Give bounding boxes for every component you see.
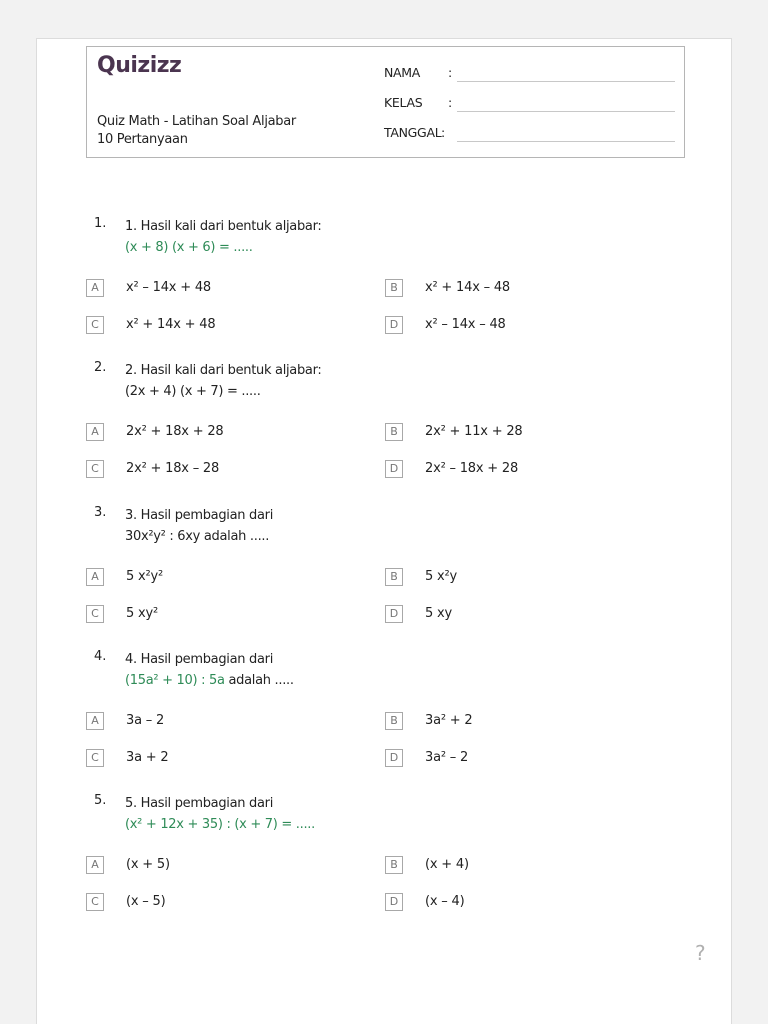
name-colon: : xyxy=(448,65,452,80)
option-letter: D xyxy=(385,749,403,767)
question-line-1: 2. Hasil kali dari bentuk aljabar: xyxy=(125,363,322,378)
option-letter: B xyxy=(385,279,403,297)
option-text: 2x² + 11x + 28 xyxy=(425,424,523,439)
class-field[interactable] xyxy=(384,95,676,115)
name-field[interactable] xyxy=(384,65,676,85)
option-text: x² – 14x – 48 xyxy=(425,317,506,332)
option-text: 3a + 2 xyxy=(126,750,169,765)
option-text: 5 xy² xyxy=(126,606,159,621)
question-text xyxy=(125,360,322,402)
option-letter: C xyxy=(86,460,104,478)
question-number: 5. xyxy=(94,793,107,808)
question-text xyxy=(125,793,315,835)
worksheet-header xyxy=(86,46,685,158)
option-letter: C xyxy=(86,749,104,767)
question-line-1: 1. Hasil kali dari bentuk aljabar: xyxy=(125,219,322,234)
question-line-2: 30x²y² : 6xy adalah ..... xyxy=(125,529,270,544)
option-letter: A xyxy=(86,568,104,586)
question-line-2: (x + 8) (x + 6) = ..... xyxy=(125,240,253,255)
option-letter: D xyxy=(385,893,403,911)
option-text: 5 x²y² xyxy=(126,569,164,584)
question-expression: (15a² + 10) : 5a xyxy=(125,673,225,688)
date-field[interactable] xyxy=(384,125,676,145)
option-letter: D xyxy=(385,316,403,334)
option-text: x² – 14x + 48 xyxy=(126,280,212,295)
option-letter: B xyxy=(385,423,403,441)
question-number: 4. xyxy=(94,649,107,664)
option-letter: A xyxy=(86,423,104,441)
option-text: 3a – 2 xyxy=(126,713,165,728)
help-icon[interactable]: ? xyxy=(695,941,706,965)
question-number: 1. xyxy=(94,216,107,231)
option-letter: B xyxy=(385,568,403,586)
option-text: x² + 14x + 48 xyxy=(126,317,216,332)
date-colon: : xyxy=(441,125,445,140)
question-line-1: 5. Hasil pembagian dari xyxy=(125,796,274,811)
date-line[interactable] xyxy=(457,141,675,142)
class-label: KELAS xyxy=(384,95,423,110)
option-text: 5 xy xyxy=(425,606,452,621)
option-text: 2x² + 18x + 28 xyxy=(126,424,224,439)
question-line-2: (x² + 12x + 35) : (x + 7) = ..... xyxy=(125,817,315,832)
class-colon: : xyxy=(448,95,452,110)
question-line-1: 3. Hasil pembagian dari xyxy=(125,508,274,523)
question-line-2 xyxy=(125,670,294,691)
class-line[interactable] xyxy=(457,111,675,112)
option-text: (x + 4) xyxy=(425,857,469,872)
date-label: TANGGAL xyxy=(384,125,442,140)
question-text xyxy=(125,505,273,547)
worksheet-page xyxy=(36,38,732,1024)
question-number: 2. xyxy=(94,360,107,375)
question-number: 3. xyxy=(94,505,107,520)
option-letter: C xyxy=(86,893,104,911)
option-letter: A xyxy=(86,279,104,297)
option-text: (x + 5) xyxy=(126,857,170,872)
option-letter: C xyxy=(86,605,104,623)
option-letter: D xyxy=(385,460,403,478)
option-text: (x – 4) xyxy=(425,894,465,909)
name-label: NAMA xyxy=(384,65,421,80)
question-suffix: adalah ..... xyxy=(224,673,294,688)
name-line[interactable] xyxy=(457,81,675,82)
option-letter: B xyxy=(385,712,403,730)
option-letter: B xyxy=(385,856,403,874)
option-letter: C xyxy=(86,316,104,334)
option-letter: D xyxy=(385,605,403,623)
option-text: 3a² – 2 xyxy=(425,750,469,765)
option-text: 3a² + 2 xyxy=(425,713,473,728)
option-letter: A xyxy=(86,712,104,730)
option-text: 5 x²y xyxy=(425,569,458,584)
question-text xyxy=(125,649,294,691)
option-text: (x – 5) xyxy=(126,894,166,909)
option-letter: A xyxy=(86,856,104,874)
quiz-title: Quiz Math - Latihan Soal Aljabar xyxy=(97,114,296,129)
option-text: x² + 14x – 48 xyxy=(425,280,511,295)
question-text xyxy=(125,216,322,258)
question-count: 10 Pertanyaan xyxy=(97,132,188,147)
question-line-2: (2x + 4) (x + 7) = ..... xyxy=(125,384,261,399)
question-line-1: 4. Hasil pembagian dari xyxy=(125,652,274,667)
quizizz-logo: Quizizz xyxy=(97,53,182,78)
option-text: 2x² – 18x + 28 xyxy=(425,461,519,476)
option-text: 2x² + 18x – 28 xyxy=(126,461,220,476)
